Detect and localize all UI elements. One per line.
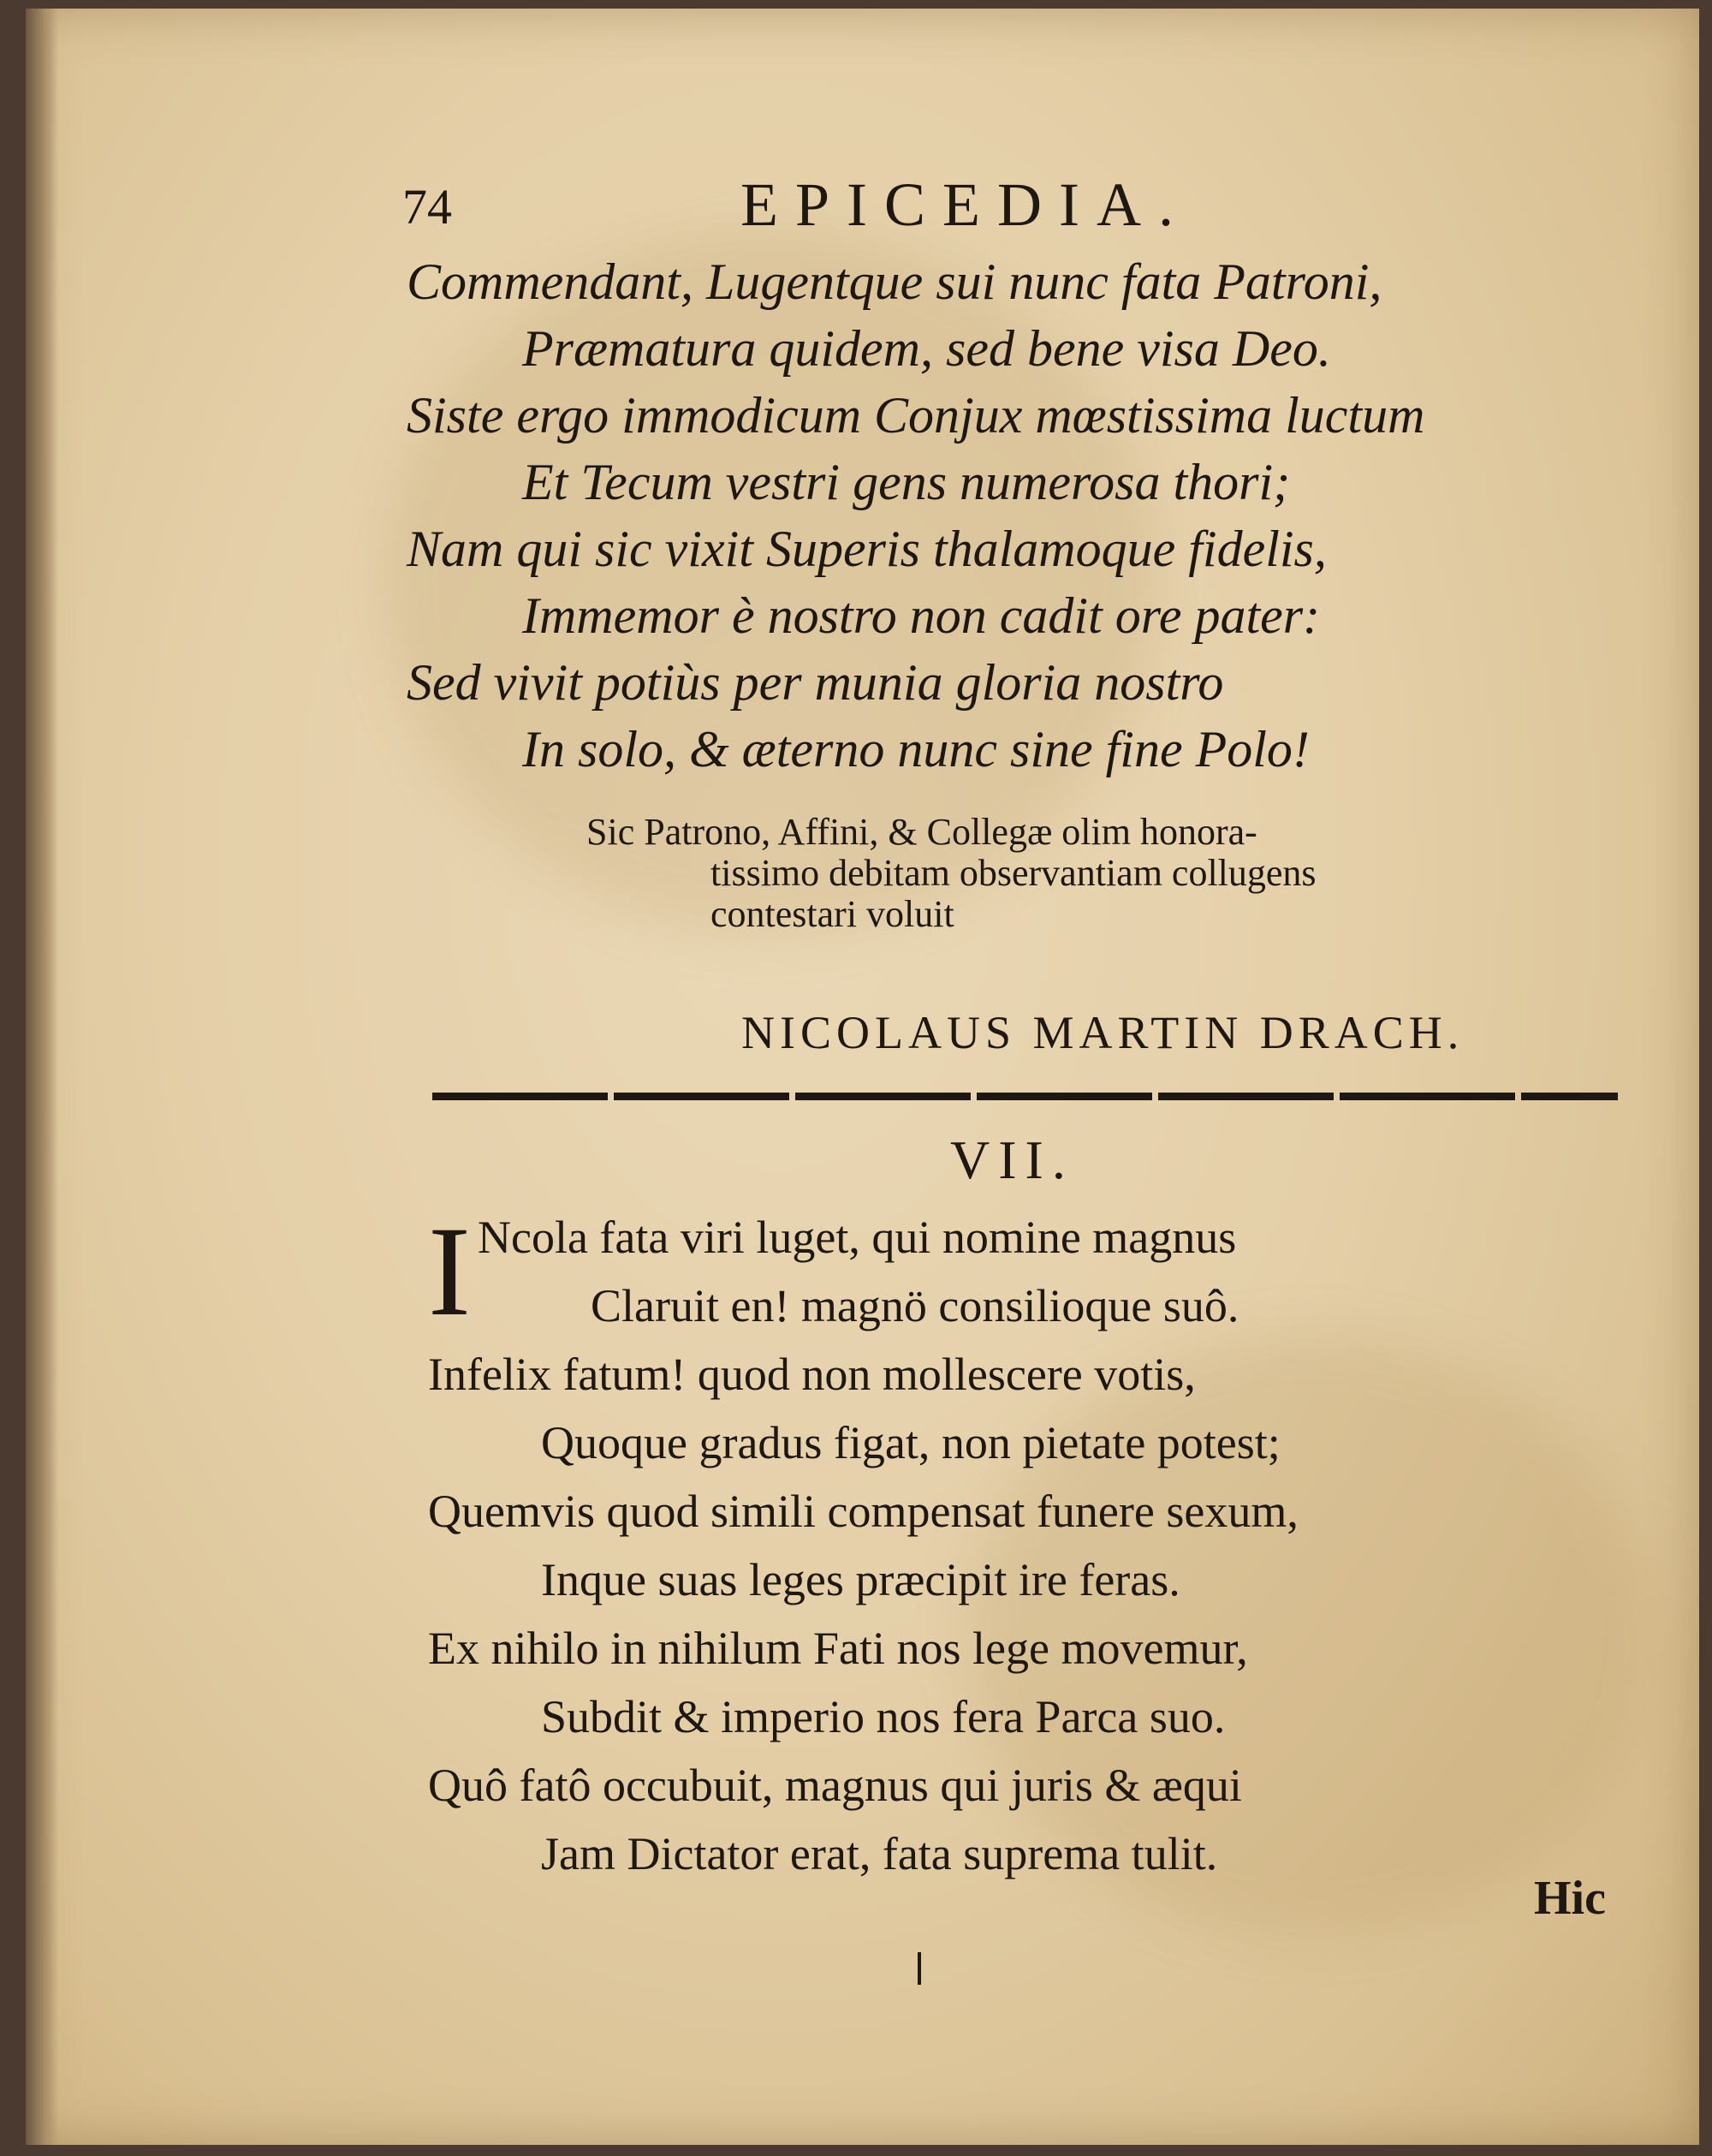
poem-line: Ex nihilo in nihilum Fati nos lege movemur,: [428, 1623, 1248, 1674]
dedication-line: tissimo debitam observantiam collugens: [710, 852, 1317, 894]
poem: [428, 1200, 1609, 1888]
poem-line: Claruit en! magnö consilioque suô.: [591, 1280, 1239, 1331]
running-title: EPICEDIA.: [740, 170, 1191, 239]
dedication: [586, 812, 1537, 935]
poem-line: Quoque gradus figat, non pietate potest;: [541, 1417, 1281, 1468]
catchword: Hic: [1534, 1872, 1606, 1925]
drop-cap: I: [428, 1200, 471, 1343]
poem-line: Inque suas leges præcipit ire feras.: [541, 1554, 1180, 1605]
poem-line: Jam Dictator erat, fata suprema tulit.: [541, 1828, 1218, 1879]
verse-line: Præmatura quidem, sed bene visa Deo.: [522, 320, 1331, 377]
dedication-line: contestari voluit: [710, 893, 954, 935]
poem-line: Subdit & imperio nos fera Parca suo.: [541, 1691, 1226, 1742]
page-number: 74: [402, 179, 452, 235]
verse-line: Siste ergo immodicum Conjux mœstissima luctum: [407, 387, 1425, 444]
poem-line: Ncola fata viri luget, qui nomine magnus: [478, 1212, 1237, 1263]
verse-block: [407, 248, 1502, 783]
verse-line: Nam qui sic vixit Superis thalamoque fidelis,: [407, 521, 1327, 577]
page-gutter: [26, 9, 58, 2145]
section-number: VII.: [950, 1129, 1074, 1190]
page-header: [402, 170, 1293, 247]
verse-line: Sed vivit potiùs per munia gloria nostro: [407, 654, 1224, 711]
author-signature: NICOLAUS MARTIN DRACH.: [741, 1007, 1465, 1058]
printer-mark: [918, 1952, 921, 1985]
verse-line: Commendant, Lugentque sui nunc fata Patroni,: [407, 253, 1382, 310]
verse-line: In solo, & æterno nunc sine fine Polo!: [522, 721, 1310, 777]
section-divider: [432, 1093, 1618, 1100]
poem-line: Quemvis quod simili compensat funere sexum,: [428, 1486, 1299, 1537]
verse-line: Immemor è nostro non cadit ore pater:: [522, 587, 1321, 644]
verse-line: Et Tecum vestri gens numerosa thori;: [522, 454, 1291, 510]
poem-line: Infelix fatum! quod non mollescere votis,: [428, 1349, 1196, 1400]
poem-line: Quô fatô occubuit, magnus qui juris & æqui: [428, 1760, 1242, 1811]
dedication-line: Sic Patrono, Affini, & Collegæ olim honora-: [586, 811, 1257, 853]
